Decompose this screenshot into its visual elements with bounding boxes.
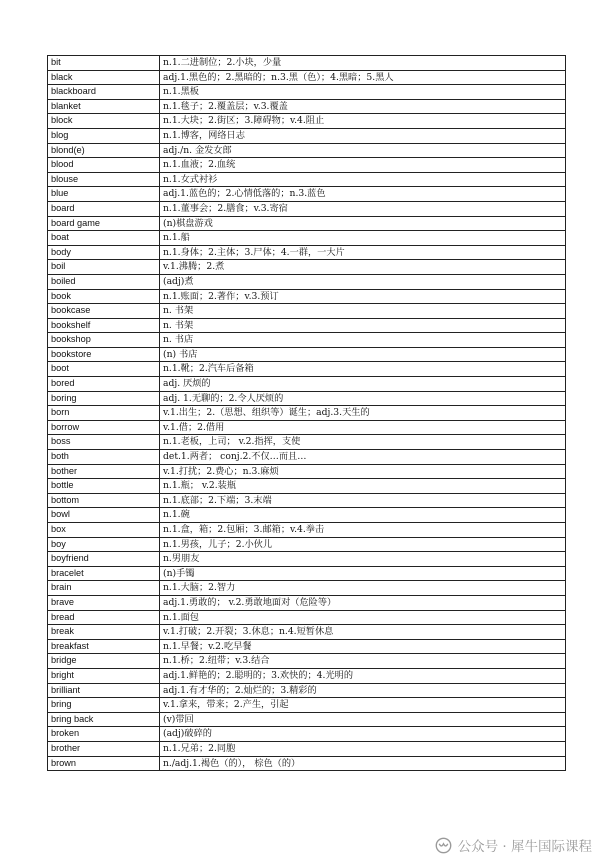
word-cell: broken (48, 727, 160, 742)
word-cell: boss (48, 435, 160, 450)
word-cell: breakfast (48, 639, 160, 654)
wechat-channel-icon (435, 837, 452, 854)
word-cell: blood (48, 158, 160, 173)
word-cell: both (48, 450, 160, 465)
table-row (48, 347, 566, 362)
table-row (48, 668, 566, 683)
meaning-cell: v.1.打破；2.开裂；3.休息；n.4.短暂休息 (160, 625, 566, 640)
table-row (48, 610, 566, 625)
meaning-cell: n.1.血液；2.血统 (160, 158, 566, 173)
watermark-text: 公众号 · 犀牛国际课程 (457, 839, 592, 855)
meaning-cell: v.1.拿来，带来；2.产生，引起 (160, 698, 566, 713)
meaning-cell: (adj)破碎的 (160, 727, 566, 742)
word-cell: bright (48, 668, 160, 683)
table-row (48, 85, 566, 100)
table-row (48, 99, 566, 114)
word-cell: bottom (48, 493, 160, 508)
meaning-cell: adj.1.蓝色的；2.心情低落的；n.3.蓝色 (160, 187, 566, 202)
table-row (48, 274, 566, 289)
meaning-cell: adj.1.有才华的；2.灿烂的；3.精彩的 (160, 683, 566, 698)
word-cell: bored (48, 377, 160, 392)
table-row (48, 143, 566, 158)
word-cell: board (48, 201, 160, 216)
table-row (48, 187, 566, 202)
meaning-cell: n.1.身体；2.主体；3.尸体；4.一群，一大片 (160, 245, 566, 260)
meaning-cell: (n)棋盘游戏 (160, 216, 566, 231)
meaning-cell: (n)手镯 (160, 566, 566, 581)
table-row (48, 231, 566, 246)
meaning-cell: adj. 1.无聊的；2.令人厌烦的 (160, 391, 566, 406)
word-cell: bottle (48, 479, 160, 494)
table-row (48, 201, 566, 216)
word-cell: blond(e) (48, 143, 160, 158)
meaning-cell: det.1.两者； conj.2.不仅…而且… (160, 450, 566, 465)
word-cell: blanket (48, 99, 160, 114)
table-row (48, 464, 566, 479)
meaning-cell: adj.1.鲜艳的；2.聪明的；3.欢快的；4.光明的 (160, 668, 566, 683)
table-row (48, 114, 566, 129)
table-row (48, 216, 566, 231)
table-row (48, 683, 566, 698)
meaning-cell: v.1.打扰；2.费心；n.3.麻烦 (160, 464, 566, 479)
meaning-cell: (adj)煮 (160, 274, 566, 289)
word-cell: bracelet (48, 566, 160, 581)
word-cell: boy (48, 537, 160, 552)
table-row (48, 450, 566, 465)
meaning-cell: n./adj.1.褐色（的）， 棕色（的） (160, 756, 566, 771)
meaning-cell: n.1.博客，网络日志 (160, 128, 566, 143)
table-row (48, 654, 566, 669)
table-row (48, 158, 566, 173)
meaning-cell: adj. 厌烦的 (160, 377, 566, 392)
word-cell: bookshelf (48, 318, 160, 333)
table-row (48, 537, 566, 552)
word-cell: blue (48, 187, 160, 202)
word-cell: bookcase (48, 304, 160, 319)
table-row (48, 420, 566, 435)
meaning-cell: (n) 书店 (160, 347, 566, 362)
word-cell: book (48, 289, 160, 304)
word-cell: block (48, 114, 160, 129)
table-row (48, 128, 566, 143)
meaning-cell: n.1.男孩，儿子；2.小伙儿 (160, 537, 566, 552)
table-row (48, 172, 566, 187)
table-row (48, 552, 566, 567)
word-cell: boat (48, 231, 160, 246)
meaning-cell: v.1.沸腾；2.煮 (160, 260, 566, 275)
meaning-cell: n.1.靴；2.汽车后备箱 (160, 362, 566, 377)
word-cell: brown (48, 756, 160, 771)
table-row (48, 741, 566, 756)
meaning-cell: n.1.面包 (160, 610, 566, 625)
meaning-cell: n.1.女式衬衫 (160, 172, 566, 187)
meaning-cell: adj./n. 金发女郎 (160, 143, 566, 158)
vocabulary-page (47, 55, 565, 771)
word-cell: boring (48, 391, 160, 406)
table-row (48, 435, 566, 450)
word-cell: brave (48, 595, 160, 610)
word-cell: brilliant (48, 683, 160, 698)
table-row (48, 727, 566, 742)
meaning-cell: n.1.盒，箱；2.包厢；3.邮箱；v.4.拳击 (160, 523, 566, 538)
meaning-cell: v.1.借；2.借用 (160, 420, 566, 435)
word-cell: bread (48, 610, 160, 625)
table-row (48, 362, 566, 377)
table-row (48, 595, 566, 610)
word-cell: bookshop (48, 333, 160, 348)
meaning-cell: n.男朋友 (160, 552, 566, 567)
word-cell: blouse (48, 172, 160, 187)
table-row (48, 479, 566, 494)
word-cell: bother (48, 464, 160, 479)
table-row (48, 70, 566, 85)
table-row (48, 581, 566, 596)
word-cell: box (48, 523, 160, 538)
meaning-cell: n.1.黑板 (160, 85, 566, 100)
meaning-cell: n.1.二进制位；2.小块，少量 (160, 56, 566, 71)
table-row (48, 56, 566, 71)
word-cell: black (48, 70, 160, 85)
word-cell: brain (48, 581, 160, 596)
word-cell: boil (48, 260, 160, 275)
meaning-cell: n. 书架 (160, 304, 566, 319)
table-row (48, 712, 566, 727)
table-row (48, 639, 566, 654)
table-row (48, 698, 566, 713)
table-row (48, 333, 566, 348)
meaning-cell: n.1.老板，上司； v.2.指挥，支使 (160, 435, 566, 450)
meaning-cell: n. 书店 (160, 333, 566, 348)
word-cell: board game (48, 216, 160, 231)
word-cell: boiled (48, 274, 160, 289)
word-cell: body (48, 245, 160, 260)
word-cell: bowl (48, 508, 160, 523)
watermark (435, 835, 592, 855)
word-cell: bring (48, 698, 160, 713)
vocabulary-table-body (48, 56, 566, 771)
word-cell: bridge (48, 654, 160, 669)
table-row (48, 260, 566, 275)
meaning-cell: n.1.账面；2.著作；v.3.预订 (160, 289, 566, 304)
word-cell: blog (48, 128, 160, 143)
word-cell: blackboard (48, 85, 160, 100)
meaning-cell: n.1.大脑；2.智力 (160, 581, 566, 596)
meaning-cell: n.1.桥；2.纽带；v.3.结合 (160, 654, 566, 669)
table-row (48, 508, 566, 523)
vocabulary-table (47, 55, 566, 771)
meaning-cell: n.1.早餐；v.2.吃早餐 (160, 639, 566, 654)
word-cell: bookstore (48, 347, 160, 362)
table-row (48, 377, 566, 392)
word-cell: boot (48, 362, 160, 377)
table-row (48, 289, 566, 304)
table-row (48, 406, 566, 421)
table-row (48, 245, 566, 260)
word-cell: born (48, 406, 160, 421)
word-cell: boyfriend (48, 552, 160, 567)
table-row (48, 304, 566, 319)
meaning-cell: n.1.底部；2.下端；3.末端 (160, 493, 566, 508)
word-cell: bring back (48, 712, 160, 727)
meaning-cell: n. 书架 (160, 318, 566, 333)
meaning-cell: n.1.碗 (160, 508, 566, 523)
table-row (48, 625, 566, 640)
meaning-cell: v.1.出生；2.（思想、组织等）诞生；adj.3.天生的 (160, 406, 566, 421)
table-row (48, 318, 566, 333)
meaning-cell: adj.1.勇敢的； v.2.勇敢地面对（危险等） (160, 595, 566, 610)
word-cell: bit (48, 56, 160, 71)
table-row (48, 391, 566, 406)
table-row (48, 566, 566, 581)
meaning-cell: adj.1.黑色的；2.黑暗的；n.3.黑（色）；4.黑暗；5.黑人 (160, 70, 566, 85)
meaning-cell: (v)带回 (160, 712, 566, 727)
table-row (48, 523, 566, 538)
word-cell: break (48, 625, 160, 640)
word-cell: brother (48, 741, 160, 756)
table-row (48, 756, 566, 771)
meaning-cell: n.1.毯子；2.覆盖层；v.3.覆盖 (160, 99, 566, 114)
word-cell: borrow (48, 420, 160, 435)
table-row (48, 493, 566, 508)
meaning-cell: n.1.大块；2.街区；3.障碍物；v.4.阻止 (160, 114, 566, 129)
meaning-cell: n.1.董事会；2.膳食；v.3.寄宿 (160, 201, 566, 216)
meaning-cell: n.1.瓶； v.2.装瓶 (160, 479, 566, 494)
meaning-cell: n.1.兄弟；2.同胞 (160, 741, 566, 756)
meaning-cell: n.1.船 (160, 231, 566, 246)
